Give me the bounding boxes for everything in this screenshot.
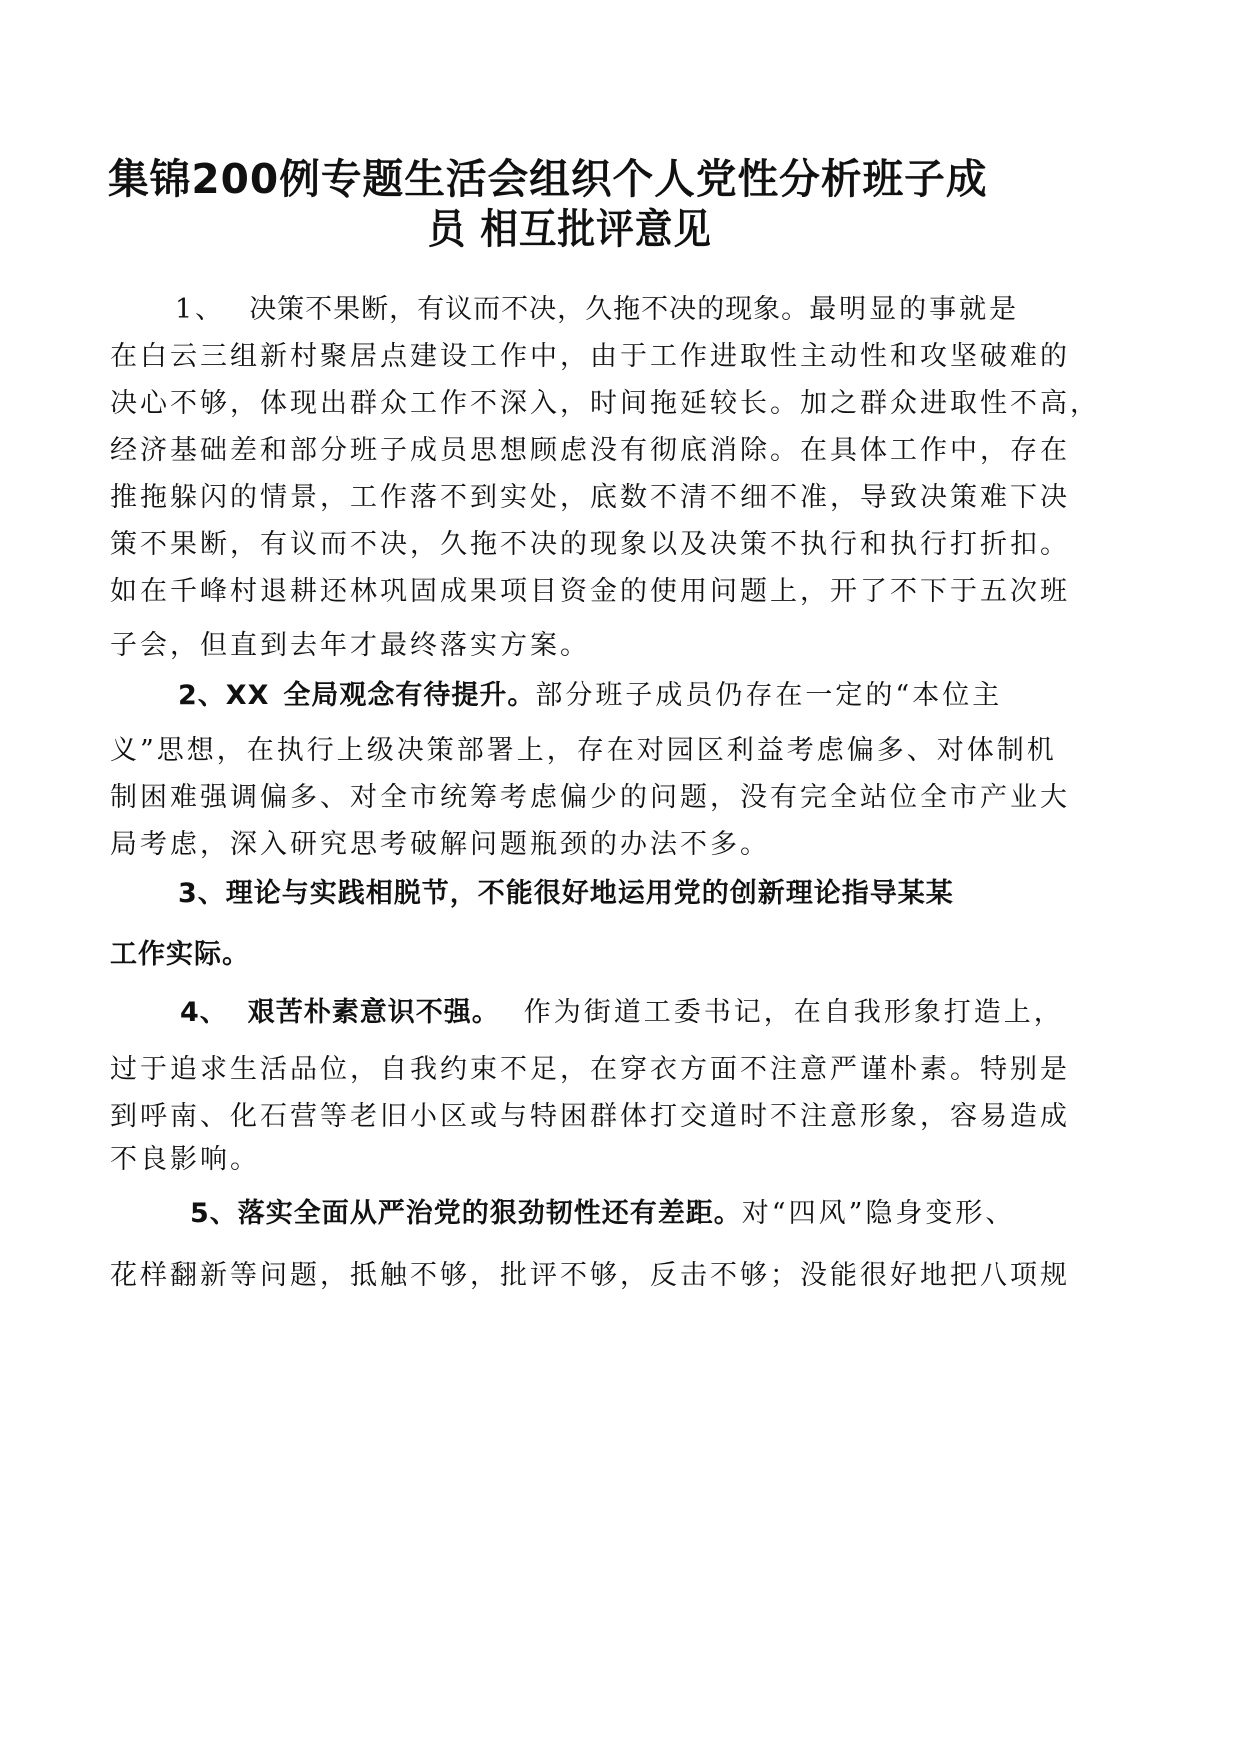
item-3-heading-cont: 工作实际。 xyxy=(110,939,250,970)
item-4-first-line xyxy=(180,993,1064,1033)
item-1-heading: 决策不果断，有议而不决，久拖不决的现象。 xyxy=(249,294,810,325)
item-1-text-2: 决心不够，体现出群众工作不深入，时间拖延较长。加之群众进取性不高， xyxy=(110,388,1100,419)
item-1-text-7: 子会，但直到去年才最终落实方案。 xyxy=(110,630,590,661)
document-title-line-2: 员 相互批评意见 xyxy=(427,205,712,253)
item-5-first-line xyxy=(190,1194,1015,1234)
item-1-text-1: 在白云三组新村聚居点建设工作中，由于工作进取性主动性和攻坚破难的 xyxy=(110,341,1070,372)
item-5-heading: 落实全面从严治党的狠劲韧性还有差距。 xyxy=(237,1198,742,1229)
item-5-text-0: 对“四风”隐身变形、 xyxy=(741,1198,1016,1229)
item-3-first-line xyxy=(178,874,954,914)
item-4-text-2: 到呼南、化石营等老旧小区或与特困群体打交道时不注意形象，容易造成 xyxy=(110,1101,1070,1132)
item-2-text-0: 部分班子成员仍存在一定的“本位主 xyxy=(535,680,1003,711)
item-3-number: 3、 xyxy=(178,878,226,909)
item-1-first-line xyxy=(175,290,1019,330)
item-2-heading: 全局观念有待提升。 xyxy=(283,680,536,711)
item-5-text-1: 花样翻新等问题，抵触不够，批评不够，反击不够；没能很好地把八项规 xyxy=(110,1260,1070,1291)
item-4-number: 4、 xyxy=(180,997,228,1028)
item-1-text-5: 策不果断，有议而不决，久拖不决的现象以及决策不执行和执行打折扣。 xyxy=(110,529,1070,560)
item-1-text-4: 推拖躲闪的情景，工作落不到实处，底数不清不细不准，导致决策难下决 xyxy=(110,482,1070,513)
item-3-heading: 理论与实践相脱节，不能很好地运用党的创新理论指导某某 xyxy=(225,878,954,909)
item-2-text-3: 局考虑，深入研究思考破解问题瓶颈的办法不多。 xyxy=(110,829,770,860)
item-1-text-0: 最明显的事就是 xyxy=(809,294,1020,325)
item-2-first-line xyxy=(178,676,1002,716)
item-1-number: 1、 xyxy=(175,294,226,325)
item-2-number: 2、XX xyxy=(178,680,270,711)
item-4-text-0: 作为街道工委书记，在自我形象打造上， xyxy=(523,997,1064,1028)
item-1-text-3: 经济基础差和部分班子成员思想顾虑没有彻底消除。在具体工作中，存在 xyxy=(110,435,1070,466)
item-4-text-1: 过于追求生活品位，自我约束不足，在穿衣方面不注意严谨朴素。特别是 xyxy=(110,1054,1070,1085)
item-2-text-2: 制困难强调偏多、对全市统筹考虑偏少的问题，没有完全站位全市产业大 xyxy=(110,782,1070,813)
item-4-heading: 艰苦朴素意识不强。 xyxy=(247,997,500,1028)
document-title-line-1: 集锦200例专题生活会组织个人党性分析班子成 xyxy=(108,155,988,203)
item-1-text-6: 如在千峰村退耕还林巩固成果项目资金的使用问题上，开了不下于五次班 xyxy=(110,576,1070,607)
item-5-number: 5、 xyxy=(190,1198,238,1229)
item-4-text-3: 不良影响。 xyxy=(110,1144,260,1175)
item-2-text-1: 义”思想，在执行上级决策部署上，存在对园区利益考虑偏多、对体制机 xyxy=(110,735,1057,766)
